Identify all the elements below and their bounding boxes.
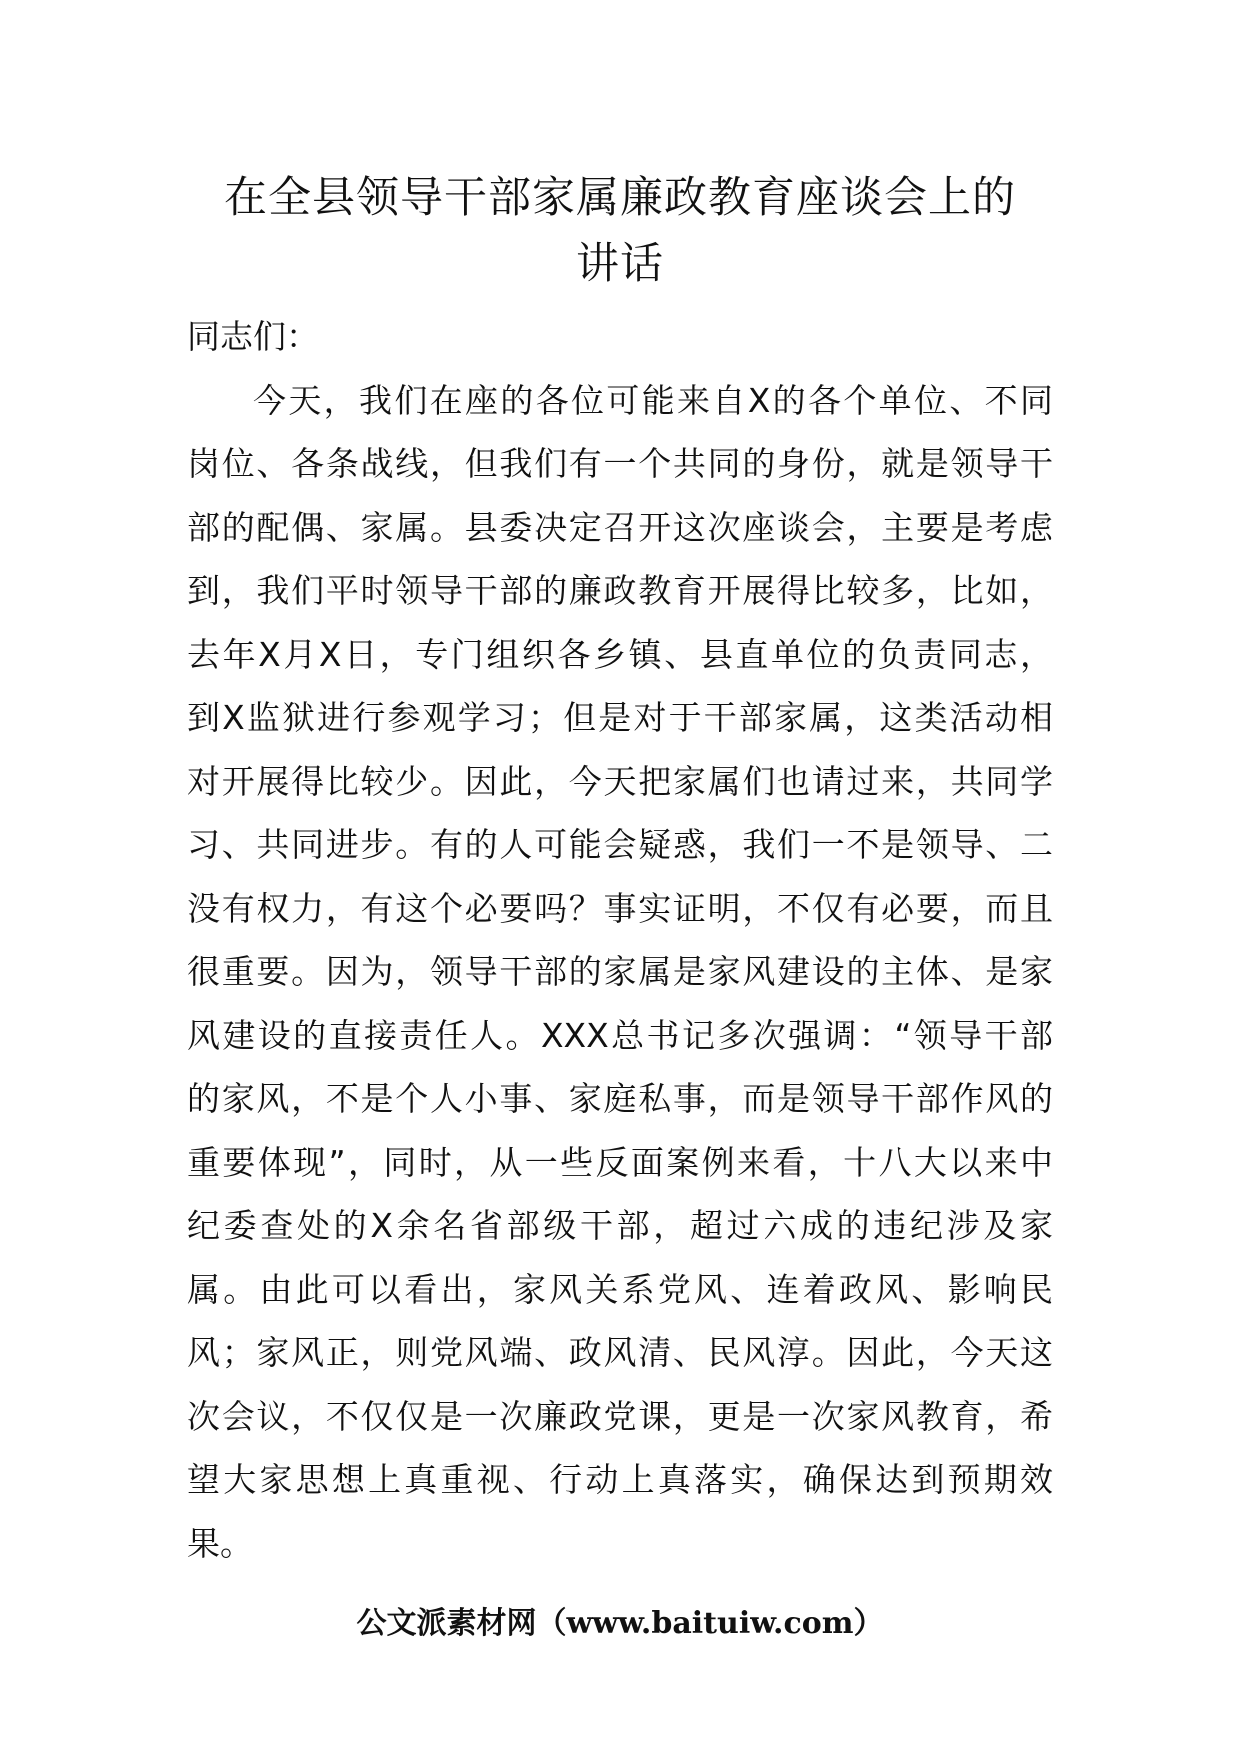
- paragraph-line: 部的配偶、家属。县委决定召开这次座谈会，主要是考虑: [187, 507, 1053, 547]
- document-title: [170, 165, 1070, 297]
- document-body: [187, 305, 1053, 1575]
- paragraph-line: 属。由此可以看出，家风关系党风、连着政风、影响民: [187, 1269, 1053, 1309]
- paragraph-line: 很重要。因为，领导干部的家属是家风建设的主体、是家: [187, 952, 1053, 991]
- title-line-2: 讲话: [576, 239, 664, 289]
- paragraph-line: 纪委查处的X余名省部级干部，超过六成的违纪涉及家: [187, 1206, 1053, 1245]
- salutation: 同志们：: [187, 317, 319, 356]
- paragraph-line: 果。: [187, 1523, 253, 1563]
- title-line-1: 在全县领导干部家属廉政教育座谈会上的: [224, 173, 1016, 223]
- paragraph-line: 重要体现”，同时，从一些反面案例来看，十八大以来中: [187, 1142, 1053, 1182]
- paragraph-line: 今天，我们在座的各位可能来自X的各个单位、不同: [253, 380, 1053, 420]
- paragraph-line: 习、共同进步。有的人可能会疑惑，我们一不是领导、二: [187, 825, 1053, 864]
- paragraph-line: 的家风，不是个人小事、家庭私事，而是领导干部作风的: [187, 1079, 1053, 1118]
- paragraph-line: 到X监狱进行参观学习；但是对于干部家属，这类活动相: [187, 698, 1053, 737]
- paragraph-line: 没有权力，有这个必要吗？事实证明，不仅有必要，而且: [187, 888, 1053, 928]
- paragraph-line: 岗位、各条战线，但我们有一个共同的身份，就是领导干: [187, 444, 1053, 483]
- paragraph-line: 去年X月X日，专门组织各乡镇、县直单位的负责同志，: [187, 634, 1053, 674]
- paragraph-line: 望大家思想上真重视、行动上真落实，确保达到预期效: [187, 1460, 1053, 1499]
- footer-source: 公文派素材网（www.baituiw.com）: [356, 1606, 884, 1641]
- paragraph-line: 次会议，不仅仅是一次廉政党课，更是一次家风教育，希: [187, 1396, 1053, 1436]
- paragraph-line: 风；家风正，则党风端、政风清、民风淳。因此，今天这: [187, 1333, 1053, 1372]
- paragraph-line: 到，我们平时领导干部的廉政教育开展得比较多，比如，: [187, 571, 1053, 610]
- paragraph-line: 风建设的直接责任人。XXX总书记多次强调：“领导干部: [187, 1015, 1053, 1055]
- paragraph-line: 对开展得比较少。因此，今天把家属们也请过来，共同学: [187, 761, 1053, 801]
